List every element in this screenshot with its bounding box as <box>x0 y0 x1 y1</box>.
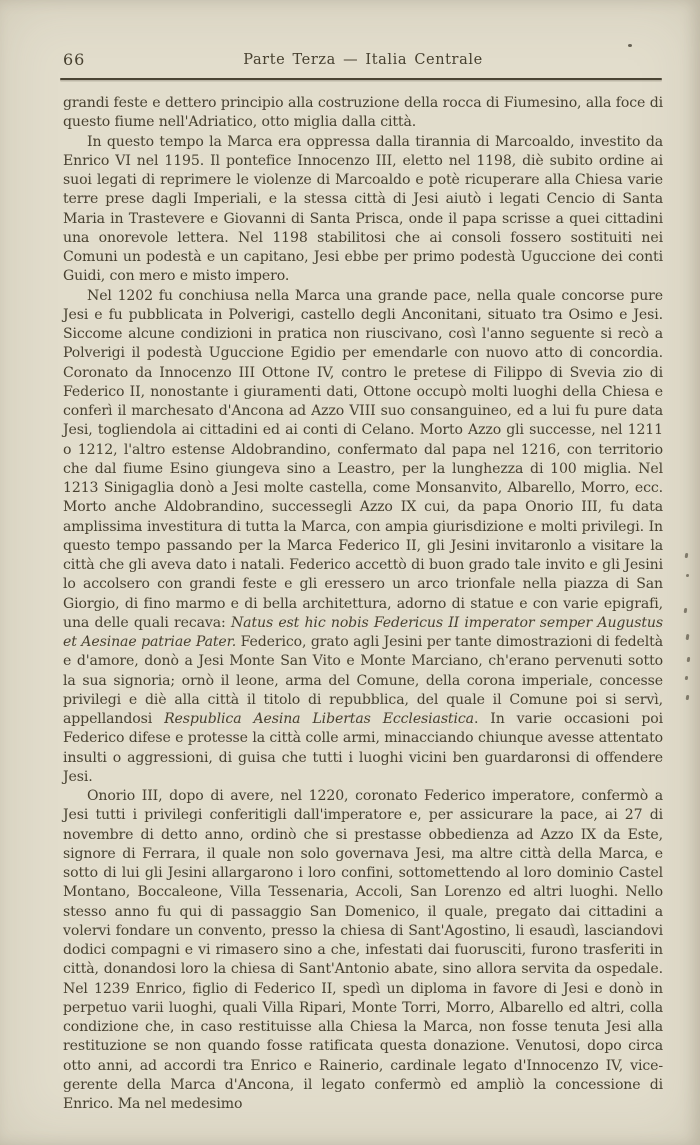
page-number: 66 <box>63 50 86 69</box>
paragraph <box>63 287 663 788</box>
ink-speck-artifact <box>686 634 689 640</box>
paragraph-text: Nel 1202 fu conchiusa nella Marca una grande pace, nella quale concorse pure Jesi e fu pubblicata in Polverigi, castello degli Anconitani, situato tra Osimo e Jesi. Siccome alcune condizioni in pratica non riuscivano, così l'anno seguente si recò a Polverigi il podestà Uguccione Egidio per emendarle con nuovo atto di concordia. Coronato da Innocenzo III Ottone IV, contro le pretese di Filippo di Svevia zio di Federico II, nonostante i giuramenti dati, Ottone occupò molti luoghi della Chiesa e conferì il marchesato d'Ancona ad Azzo VIII suo consanguineo, ed a lui fu pure data Jesi, togliendola ai cittadini ed ai conti di Celano. Morto Azzo gli successe, nel 1211 o 1212, l'altro estense Aldobrandino, confermato dal papa nel 1216, con territorio che dal fiume Esino giungeva sino a Leastro, per la lunghezza di 100 miglia. Nel 1213 Sinigaglia donò a Jesi molte castella, come Monsanvito, Albarello, Morro, ecc. Morto anche Aldobrandino, successegli Azzo IX cui, da papa Onorio III, fu data amplissima investitura di tutta la Marca, con ampia giurisdizione e molti privilegi. In questo tempo passando per la Marca Federico II, gli Jesini invitaronlo a visitare la città che gli aveva dato i natali. Federico accettò di buon grado tale invito e gli Jesini lo accolsero con grandi feste e gli eressero un arco trionfale nella piazza di San Giorgio, di fino marmo e di bella architettura, adorno di statue e con varie epigrafi, una delle quali recava: <box>63 287 663 631</box>
page-header <box>63 50 663 72</box>
ink-speck-artifact <box>684 608 687 613</box>
scan-dot-artifact <box>628 44 632 47</box>
paragraph-text: . In varie occasioni poi Federico difese e protesse la città colle armi, minacciando chiunque avesse attentato insulti o aggressioni, di guisa che tutti i luoghi vicini ben guardaronsi di offendere Jesi. <box>63 711 663 785</box>
running-title: Parte Terza — Italia Centrale <box>243 52 483 68</box>
page-body-text <box>63 94 663 1114</box>
paragraph: In questo tempo la Marca era oppressa dalla tirannia di Marcoaldo, investito da Enrico VI nel 1195. Il pontefice Innocenzo III, eletto nel 1198, diè subito ordine ai suoi legati di reprimere le violenze di Marcoaldo e potè ricuperare alla Chiesa varie terre prese dagli Imperiali, e la stessa città di Jesi aiutò i legati Cencio di Santa Maria in Trastevere e Giovanni di Santa Prisca, onde il papa scrisse a quei cittadini una onorevole lettera. Nel 1198 stabilitosi che ai consoli fossero sostituiti nei Comuni un podestà e un capitano, Jesi ebbe per primo podestà Uguccione dei conti Guidi, con mero e misto impero. <box>63 133 663 285</box>
ink-speck-artifact <box>687 657 690 662</box>
header-rule <box>60 78 662 80</box>
paragraph: Onorio III, dopo di avere, nel 1220, coronato Federico imperatore, confermò a Jesi tutti i privilegi conferitigli dall'imperatore e, per assicurare la pace, ai 27 di novembre di detto anno, ordinò che si prestasse obbedienza ad Azzo IX da Este, signore di Ferrara, il quale non solo governava Jesi, ma altre città della Marca, e sotto di lui gli Jesini allargarono i loro confini, sottomettendo al loro dominio Castel Montano, Boccaleone, Villa Tessenaria, Accoli, San Lorenzo ed altri luoghi. Nello stesso anno fu qui di passaggio San Domenico, il quale, pregato dai cittadini a volervi fondare un convento, presso la chiesa di Sant'Agostino, li esaudì, lasciandovi dodici compagni e vi rimasero sino a che, infestati dai fuorusciti, furono trasferiti in città, donandosi loro la chiesa di Sant'Antonio abate, sino allora servita da ospedale. Nel 1239 Enrico, figlio di Federico II, spedì un diploma in favore di Jesi e donò in perpetuo varii luoghi, quali Villa Ripari, Monte Torri, Morro, Albarello ed altri, colla condizione che, in caso restituisse alla Chiesa la Marca, non fosse tenuta Jesi alla restituzione se non quando fosse ratificata questa donazione. Venutosi, dopo circa otto anni, ad accordi tra Enrico e Rainerio, cardinale legato d'Innocenzo IV, vice-gerente della Marca d'Ancona, il legato confermò ed ampliò la concessione di Enrico. Ma nel medesimo <box>63 788 663 1112</box>
ink-speck-artifact <box>686 574 689 577</box>
latin-quote: Respublica Aesina Libertas Ecclesiastica <box>164 711 474 727</box>
ink-speck-artifact <box>685 676 688 680</box>
ink-speck-artifact <box>686 695 689 700</box>
latin-quote: Natus est hic nobis Federicus II imperator semper Augustus et Aesinae patriae Pater. <box>63 614 663 650</box>
paragraph-continuation: grandi feste e dettero principio alla costruzione della rocca di Fiumesino, alla foce di questo fiume nell'Adriatico, otto miglia dalla città. <box>63 95 663 131</box>
ink-speck-artifact <box>685 553 688 558</box>
paragraph-text: Federico, grato agli Jesini per tante dimostrazioni di fedeltà e d'amore, donò a Jesi Monte San Vito e Monte Marciano, ch'erano pervenuti sotto la sua signoria; ornò il leone, arma del Comune, della corona imperiale, concesse privilegi e diè alla città il titolo di repubblica, del quale il Comune poi si servì, appellandosi <box>63 634 663 727</box>
